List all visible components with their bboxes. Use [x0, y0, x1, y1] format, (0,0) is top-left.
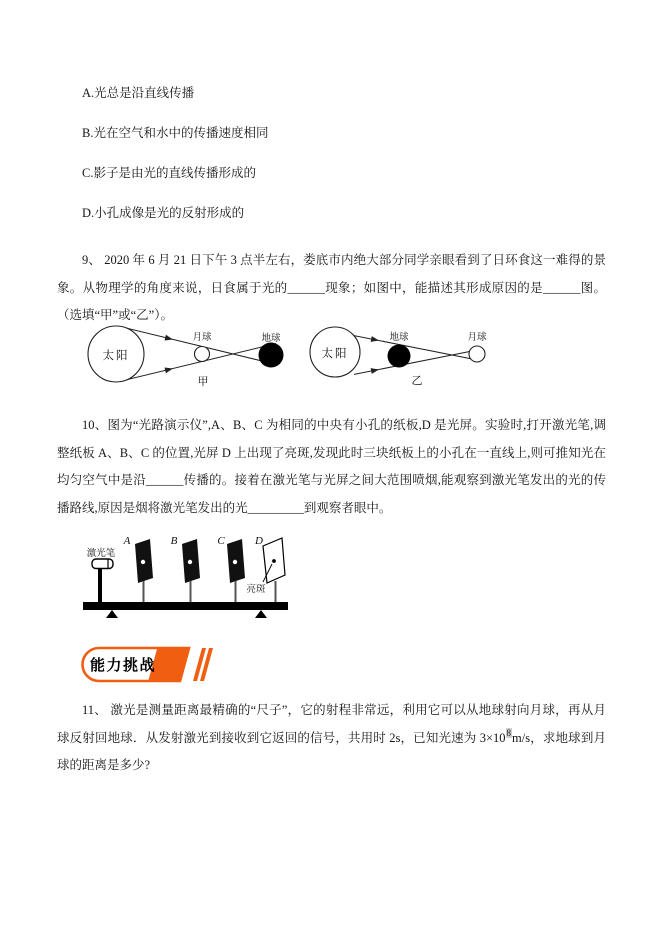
sun-label: 太阳	[321, 348, 349, 360]
screen-d-post	[275, 581, 277, 602]
moon-label: 月球	[192, 333, 212, 343]
rail-foot-right	[255, 610, 267, 618]
sun-label: 太阳	[102, 350, 130, 362]
earth-label: 地球	[389, 333, 409, 343]
light-path-apparatus-diagram	[80, 531, 295, 623]
rail-foot-left	[106, 610, 118, 618]
question-11-text: 11、 激光是测量距离最精确的“尺子”，它的射程非常远，利用它可以从地球射向月球，再从月球反射回地球．从发射激光到接收到它返回的信号，共用时 2s，已知光速为	[57, 703, 606, 745]
option-a: A.光总是沿直线传播	[82, 86, 195, 100]
speed-value: 3×10	[479, 730, 506, 745]
ability-challenge-banner	[75, 645, 220, 687]
option-c: C.影子是由光的直线传播形成的	[82, 166, 256, 180]
question-11	[57, 697, 606, 780]
board-a-hole	[141, 560, 145, 564]
arrowhead-bottom	[165, 368, 174, 374]
speed-exponent: 8	[506, 728, 512, 739]
board-a-post	[143, 581, 145, 602]
question-9: 9、 2020 年 6 月 21 日下午 3 点半左右，娄底市内绝大部分同学亲眼看到了日环食这一难得的景象。从物理学的角度来说，日食属于光的______现象；如图中，能描述其形成原因的是______图。（选填“甲”或“乙”）。	[57, 253, 606, 322]
board-c-post	[235, 581, 237, 602]
eclipse-diagram-jia	[85, 313, 300, 400]
option-b: B.光在空气和水中的传播速度相同	[82, 126, 269, 140]
laser-pen-stand	[98, 568, 102, 602]
arrowhead-bottom	[371, 368, 379, 374]
laser-pen-label: 激光笔	[86, 549, 116, 559]
yi-caption: 乙	[411, 375, 423, 387]
bright-spot	[272, 559, 276, 563]
moon-circle	[469, 346, 485, 362]
laser-pen	[92, 559, 113, 569]
question-11-text-end: m/s，求地球到月球的距离是多少?	[57, 730, 606, 772]
jia-caption: 甲	[197, 376, 209, 388]
arrowhead-top	[371, 336, 379, 342]
screen-d-label: D	[255, 535, 263, 547]
option-d: D.小孔成像是光的反射形成的	[82, 206, 245, 220]
board-b-post	[190, 581, 192, 602]
moon-label: 月球	[467, 333, 487, 343]
earth-label: 地球	[261, 334, 281, 344]
question-10: 10、图为“光路演示仪”,A、B、C 为相同的中央有小孔的纸板,D 是光屏。实验时,打开激光笔,调整纸板 A、B、C 的位置,光屏 D 上出现了亮斑,发现此时三块纸板上的小孔在一直线上,则可推知光在均匀空气中是沿______传播的。接着在激光笔与光屏之间大范围喷烟,能观察到激光笔发出的光的传播路线,原因是烟将激光笔发出的光_________到观察者眼中。	[57, 418, 606, 515]
arrowhead-top	[165, 335, 174, 341]
board-a-label: A	[123, 535, 131, 547]
banner-label: 能力挑战	[89, 657, 157, 674]
earth-circle	[259, 343, 284, 368]
bright-spot-label: 亮斑	[246, 585, 266, 595]
rail	[83, 602, 288, 610]
board-b-label: B	[170, 535, 178, 547]
board-c-label: C	[217, 535, 225, 547]
eclipse-diagram-yi	[303, 313, 503, 400]
moon-circle	[195, 347, 210, 362]
earth-circle	[388, 345, 411, 368]
board-b-hole	[188, 560, 192, 564]
board-c-hole	[233, 560, 237, 564]
